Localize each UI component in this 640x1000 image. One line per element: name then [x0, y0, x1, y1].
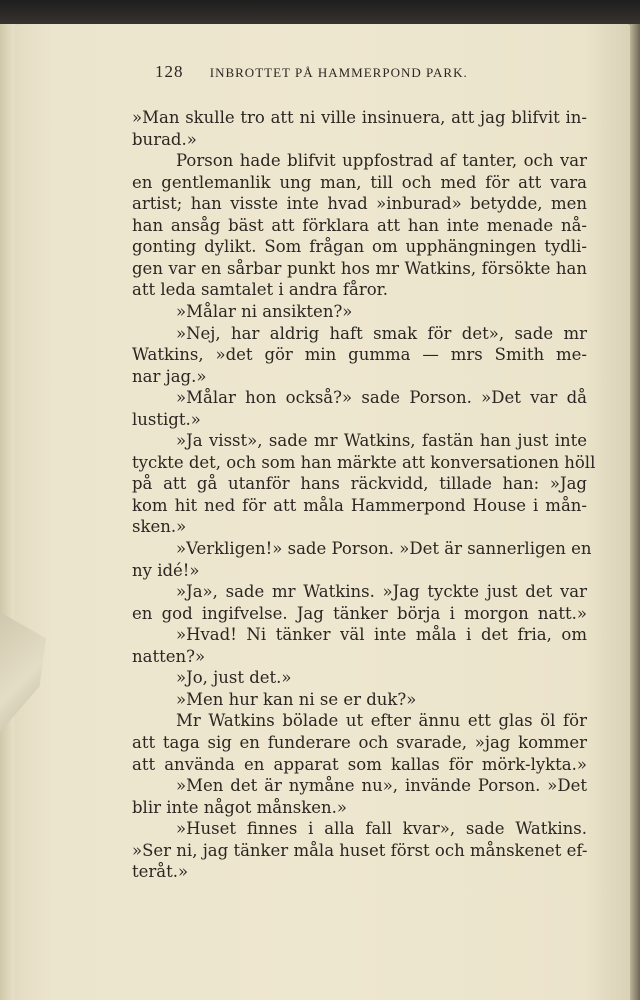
text-line: »Jo, just det.» [176, 668, 292, 688]
text-line: »Ja», sade mr Watkins. »Jag tyckte just det var [176, 582, 587, 602]
text-line: nar jag.» [132, 366, 207, 386]
text-line: natten?» [132, 646, 206, 666]
text-line: artist; han visste inte hvad »inburad» betydde, men [132, 194, 587, 214]
text-line: burad.» [132, 129, 197, 149]
text-line: »Ser ni, jag tänker måla huset först och månskenet ef- [132, 840, 588, 860]
text-line: »Målar hon också?» sade Porson. »Det var då [176, 388, 587, 408]
text-line: »Nej, har aldrig haft smak för det», sade mr [176, 323, 587, 343]
text-line: Porson hade blifvit uppfostrad af tanter, och var [176, 151, 587, 171]
text-line: »Hvad! Ni tänker väl inte måla i det fria, om [176, 625, 587, 645]
text-line: att använda en apparat som kallas för mörk-lykta.» [132, 754, 587, 774]
text-line: »Verkligen!» sade Porson. »Det är sannerligen en [176, 539, 592, 558]
text-line: Mr Watkins bölade ut efter ännu ett glas öl för [176, 711, 587, 731]
text-line: Watkins, »det gör min gumma — mrs Smith me- [132, 345, 587, 365]
text-line: en gentlemanlik ung man, till och med för att vara [132, 172, 587, 192]
text-line: att taga sig en funderare och svarade, »jag kommer [132, 732, 587, 752]
text-line: ny idé!» [132, 560, 200, 580]
text-line: »Man skulle tro att ni ville insinuera, att jag blifvit in- [132, 108, 587, 127]
text-line: gen var en sårbar punkt hos mr Watkins, försökte han [132, 258, 587, 278]
text-line: att leda samtalet i andra fåror. [132, 280, 388, 300]
text-line: han ansåg bäst att förklara att han inte menade nå- [132, 215, 587, 235]
text-line: »Målar ni ansikten?» [176, 301, 353, 321]
running-header [155, 62, 585, 82]
text-line: på att gå utanför hans räckvidd, tillade han: »Jag [132, 474, 587, 494]
text-line: teråt.» [132, 862, 189, 882]
book-spine-shadow [630, 24, 640, 1000]
text-line: tyckte det, och som han märkte att konversationen höll [132, 452, 596, 472]
text-line: lustigt.» [132, 409, 201, 429]
running-title: INBROTTET PÅ HAMMERPOND PARK. [209, 65, 468, 80]
page-number: 128 [155, 62, 184, 81]
text-line: blir inte något månsken.» [132, 797, 347, 817]
text-line: »Huset finnes i alla fall kvar», sade Watkins. [176, 819, 587, 839]
text-line: sken.» [132, 517, 187, 537]
text-line: gonting dylikt. Som frågan om upphängningen tydli- [132, 237, 587, 257]
text-line: »Ja visst», sade mr Watkins, fastän han just inte [176, 431, 587, 451]
text-line: »Men hur kan ni se er duk?» [176, 689, 417, 709]
text-line: en god ingifvelse. Jag tänker börja i morgon natt.» [132, 603, 587, 623]
text-line: »Men det är nymåne nu», invände Porson. »Det [176, 776, 587, 796]
text-line: kom hit ned för att måla Hammerpond House i mån- [132, 495, 587, 515]
